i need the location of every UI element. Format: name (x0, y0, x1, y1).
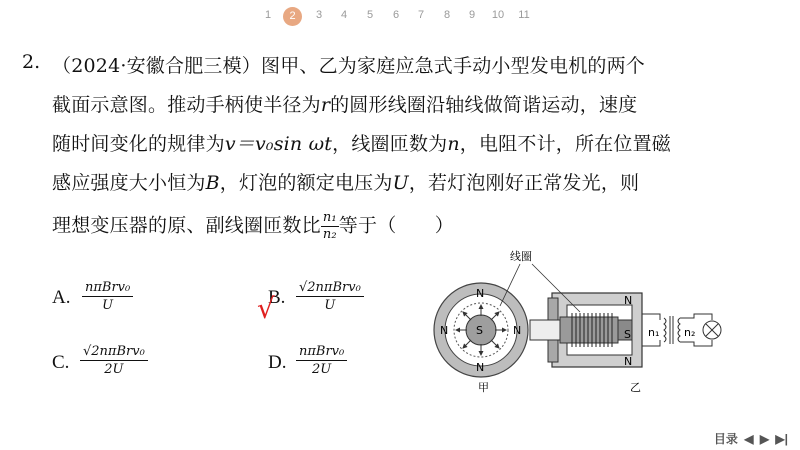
option-b-formula: √2nπBrv₀ U (296, 279, 364, 314)
option-d-label[interactable]: D. (268, 352, 287, 373)
secondary-turns-label: n₂ (684, 326, 696, 339)
cross-section-jia (434, 283, 528, 394)
option-a-label[interactable]: A. (52, 287, 71, 308)
question-line-5: 理想变压器的原、副线圈匝数比 $\frac{\text{n₁}}{\text{n₂}}$ 等于（ ） (52, 210, 454, 242)
page-link-11[interactable]: 11 (518, 9, 530, 21)
caption-yi: 乙 (630, 381, 641, 394)
page-link-3[interactable]: 3 (315, 9, 323, 21)
outer-pole-n-bottom: N (476, 361, 485, 374)
side-pole-n-top: N (624, 294, 633, 307)
prev-slide-icon[interactable]: ◀ (744, 432, 754, 446)
side-pole-s: S (624, 328, 631, 341)
page-link-2-active[interactable]: 2 (283, 7, 302, 26)
catalog-button[interactable]: 目录 (713, 432, 738, 446)
question-line-2: 截面示意图。推动手柄使半径为r的圆形线圈沿轴线做简谐运动，速度 (52, 94, 638, 116)
page-link-8[interactable]: 8 (443, 9, 451, 21)
question-line-4: 感应强度大小恒为B，灯泡的额定电压为U，若灯泡刚好正常发光，则 (52, 172, 640, 194)
center-pole-s: S (476, 324, 483, 337)
outer-pole-n-top: N (476, 287, 485, 300)
option-c-formula: √2nπBrv₀ 2U (80, 343, 148, 378)
turns-ratio-fraction: $\frac{\text{n₁}}{\text{n₂}}$ (322, 210, 337, 242)
answer-check-mark: √ (257, 292, 275, 325)
question-number: 2. (22, 51, 41, 73)
option-b-label[interactable]: B. (268, 287, 286, 308)
page-link-1[interactable]: 1 (264, 9, 272, 21)
coil-label: 线圈 (510, 250, 532, 263)
page-link-9[interactable]: 9 (468, 9, 476, 21)
page-link-7[interactable]: 7 (417, 9, 425, 21)
caption-jia: 甲 (478, 381, 489, 394)
question-line-1: （2024·安徽合肥三模）图甲、乙为家庭应急式手动小型发电机的两个 (52, 55, 645, 77)
side-section-yi (500, 249, 721, 394)
page-link-4[interactable]: 4 (340, 9, 348, 21)
side-pole-n-bottom: N (624, 355, 633, 368)
bulb-icon (703, 321, 721, 339)
next-slide-icon[interactable]: ▶ (759, 432, 770, 446)
page-link-10[interactable]: 10 (491, 9, 505, 21)
outer-pole-n-left: N (440, 324, 449, 337)
primary-turns-label: n₁ (648, 326, 660, 339)
slide-navigation (711, 430, 788, 447)
outer-pole-n-right: N (513, 324, 522, 337)
last-slide-icon[interactable]: ▶| (775, 432, 788, 446)
option-a-formula: nπBrv₀ U (82, 279, 133, 314)
option-d-formula: nπBrv₀ 2U (296, 343, 347, 378)
page-link-6[interactable]: 6 (392, 9, 400, 21)
question-line-3: 随时间变化的规律为v＝v₀sin ωt，线圈匝数为n，电阻不计，所在位置磁 (52, 133, 671, 155)
page-link-5[interactable]: 5 (366, 9, 374, 21)
option-c-label[interactable]: C. (52, 352, 70, 373)
